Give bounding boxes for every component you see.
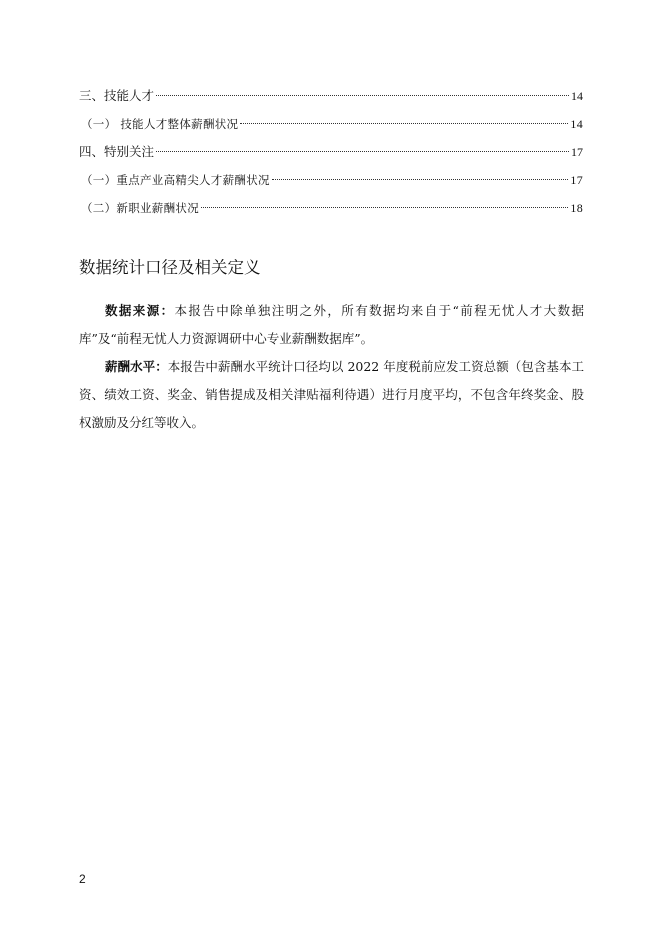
toc-entry-title: 三、技能人才 bbox=[79, 88, 155, 103]
definition-text: 本报告中薪酬水平统计口径均以 2022 年度税前应发工资总额（包含基本工资、绩效工资、奖金、销售提成及相关津贴福利待遇）进行月度平均，不包含年终奖金、股权激励及分红等收入。 bbox=[79, 358, 584, 430]
toc-entry-title: （一）重点产业高精尖人才薪酬状况 bbox=[81, 173, 270, 187]
toc-entry[interactable] bbox=[79, 86, 583, 114]
toc-entry-page: 14 bbox=[571, 89, 583, 103]
toc-entry[interactable] bbox=[79, 198, 583, 226]
definition-paragraph bbox=[79, 297, 584, 353]
definition-paragraph bbox=[79, 353, 584, 437]
definition-text: 本报告中除单独注明之外，所有数据均来自于“前程无忧人才大数据库”及“前程无忧人力资源调研中心专业薪酬数据库”。 bbox=[79, 302, 584, 346]
table-of-contents bbox=[79, 86, 583, 226]
definition-term: 薪酬水平： bbox=[105, 358, 168, 374]
toc-entry[interactable] bbox=[79, 170, 583, 198]
toc-entry-page: 17 bbox=[571, 145, 583, 159]
toc-entry-page: 17 bbox=[570, 173, 583, 187]
toc-entry[interactable] bbox=[79, 114, 583, 142]
toc-entry-page: 18 bbox=[570, 201, 583, 215]
toc-entry-title: （二）新职业薪酬状况 bbox=[81, 201, 199, 215]
toc-dot-leader bbox=[272, 179, 569, 180]
toc-entry-page: 14 bbox=[570, 117, 583, 131]
toc-entry[interactable] bbox=[79, 142, 583, 170]
toc-dot-leader bbox=[201, 207, 568, 208]
toc-dot-leader bbox=[156, 95, 569, 96]
section-heading: 数据统计口径及相关定义 bbox=[79, 258, 261, 277]
toc-entry-title: 四、特别关注 bbox=[79, 144, 155, 159]
definition-term: 数据来源： bbox=[105, 302, 175, 318]
toc-dot-leader bbox=[240, 123, 568, 124]
toc-dot-leader bbox=[156, 151, 569, 152]
toc-entry-title: （一） 技能人才整体薪酬状况 bbox=[81, 117, 239, 131]
page-number: 2 bbox=[79, 872, 86, 886]
